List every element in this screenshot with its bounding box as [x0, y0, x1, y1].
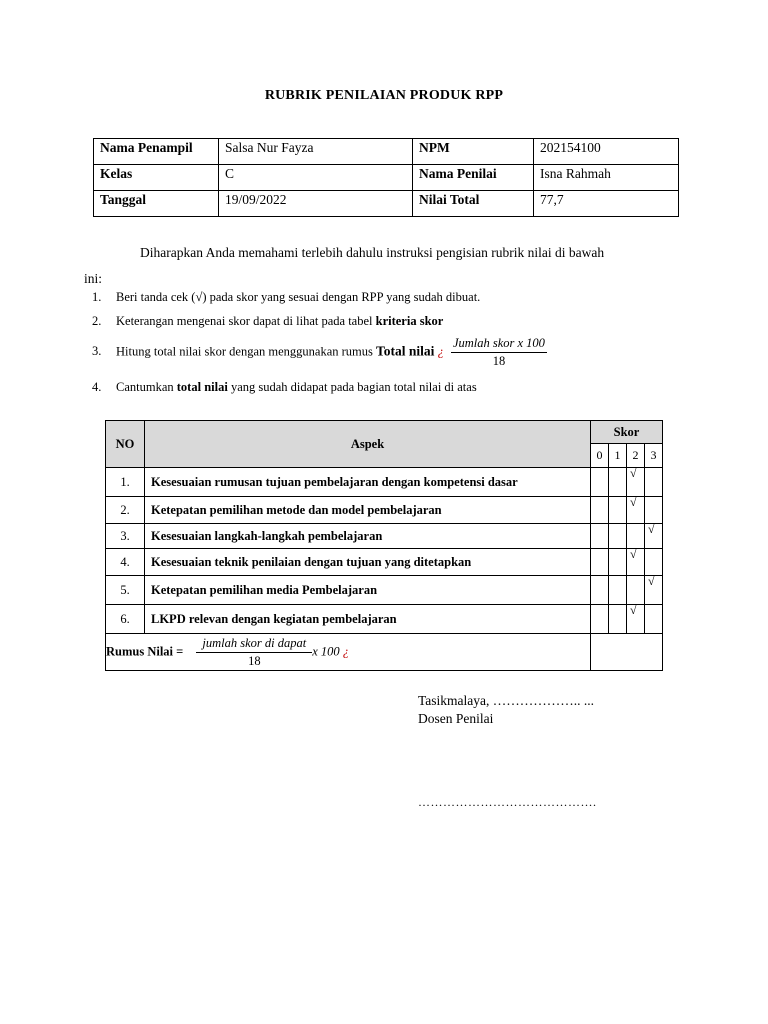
- instruction-number: 1.: [92, 290, 102, 304]
- score-cell-0[interactable]: [591, 497, 609, 524]
- instruction-number: 2.: [92, 314, 102, 328]
- instruction-bold: kriteria skor: [375, 314, 444, 328]
- nilai-total-value: 77,7: [534, 191, 679, 217]
- row-aspek: Ketepatan pemilihan media Pembelajaran: [145, 576, 591, 605]
- instruction-text: Cantumkan: [116, 380, 177, 394]
- kelas-value: C: [219, 165, 413, 191]
- score-header-1: 1: [609, 444, 627, 468]
- row-number: 4.: [106, 549, 145, 576]
- info-table: [93, 138, 679, 217]
- header-no: NO: [106, 421, 145, 468]
- header-skor: Skor: [591, 421, 663, 444]
- table-row: [106, 576, 663, 605]
- score-table: [105, 420, 663, 671]
- check-mark: √: [630, 547, 637, 561]
- score-header-2: 2: [627, 444, 645, 468]
- score-cell-1[interactable]: [609, 549, 627, 576]
- instruction-4: [92, 380, 692, 395]
- signature-line: …………………………………….: [418, 795, 597, 809]
- instruction-text: yang sudah didapat pada bagian total nilai di atas: [227, 380, 477, 394]
- tanggal-value: 19/09/2022: [219, 191, 413, 217]
- score-cell-1[interactable]: [609, 576, 627, 605]
- rumus-denominator: 18: [248, 653, 261, 668]
- row-aspek: Ketepatan pemilihan metode dan model pembelajaran: [145, 497, 591, 524]
- row-number: 3.: [106, 524, 145, 549]
- score-cell-2[interactable]: [627, 576, 645, 605]
- score-cell-2[interactable]: [627, 468, 645, 497]
- rumus-tail: x 100: [312, 643, 340, 658]
- score-header-0: 0: [591, 444, 609, 468]
- score-cell-2[interactable]: [627, 605, 645, 634]
- score-cell-3[interactable]: [645, 497, 663, 524]
- header-aspek: Aspek: [145, 421, 591, 468]
- score-cell-1[interactable]: [609, 468, 627, 497]
- nama-penampil-value: Salsa Nur Fayza: [219, 139, 413, 165]
- npm-value: 202154100: [534, 139, 679, 165]
- signature-place: Tasikmalaya, ……………….. ...: [418, 693, 595, 708]
- score-cell-3[interactable]: [645, 576, 663, 605]
- score-cell-1[interactable]: [609, 605, 627, 634]
- signature-role: Dosen Penilai: [418, 711, 494, 726]
- nama-penilai-value: Isna Rahmah: [534, 165, 679, 191]
- check-mark: √: [648, 522, 655, 536]
- score-cell-0[interactable]: [591, 576, 609, 605]
- info-row: [94, 139, 679, 165]
- row-aspek: Kesesuaian rumusan tujuan pembelajaran dengan kompetensi dasar: [145, 468, 591, 497]
- check-mark: √: [630, 495, 637, 509]
- instruction-1: [92, 290, 692, 305]
- info-row: [94, 191, 679, 217]
- check-mark: √: [630, 466, 637, 480]
- table-row: [106, 605, 663, 634]
- instruction-2: [92, 314, 692, 329]
- row-number: 1.: [106, 468, 145, 497]
- score-cell-2[interactable]: [627, 524, 645, 549]
- header-row: [106, 421, 663, 444]
- score-cell-0[interactable]: [591, 549, 609, 576]
- formula-mark: ¿: [437, 344, 444, 359]
- table-row: [106, 468, 663, 497]
- table-row: [106, 524, 663, 549]
- instruction-text: Beri tanda cek (√) pada skor yang sesuai dengan RPP yang sudah dibuat.: [116, 290, 481, 304]
- rumus-mark: ¿: [342, 643, 350, 658]
- score-cell-3[interactable]: [645, 549, 663, 576]
- tanggal-label: Tanggal: [94, 191, 219, 217]
- row-number: 6.: [106, 605, 145, 634]
- score-cell-2[interactable]: [627, 549, 645, 576]
- intro-paragraph: [84, 240, 676, 292]
- score-cell-0[interactable]: [591, 605, 609, 634]
- signature-block: [418, 692, 594, 728]
- row-aspek: LKPD relevan dengan kegiatan pembelajaran: [145, 605, 591, 634]
- kelas-label: Kelas: [94, 165, 219, 191]
- nama-penilai-label: Nama Penilai: [413, 165, 534, 191]
- npm-label: NPM: [413, 139, 534, 165]
- document-title: RUBRIK PENILAIAN PRODUK RPP: [264, 88, 504, 103]
- score-cell-0[interactable]: [591, 524, 609, 549]
- score-cell-3[interactable]: [645, 468, 663, 497]
- row-number: 2.: [106, 497, 145, 524]
- score-cell-3[interactable]: [645, 524, 663, 549]
- check-mark: √: [630, 603, 637, 617]
- row-aspek: Kesesuaian teknik penilaian dengan tujuan yang ditetapkan: [145, 549, 591, 576]
- instruction-3: [92, 336, 692, 369]
- formula-cell: [106, 634, 591, 671]
- score-header-3: 3: [645, 444, 663, 468]
- intro-line-1: Diharapkan Anda memahami terlebih dahulu instruksi pengisian rubrik nilai di bawah: [140, 245, 605, 260]
- intro-line-2: ini:: [84, 271, 103, 286]
- instruction-bold: total nilai: [176, 380, 228, 394]
- score-cell-1[interactable]: [609, 497, 627, 524]
- instruction-number: 4.: [92, 380, 102, 394]
- formula-denominator: 18: [492, 354, 506, 368]
- nilai-total-label: Nilai Total: [413, 191, 534, 217]
- score-cell-2[interactable]: [627, 497, 645, 524]
- formula-score-cell: [591, 634, 663, 671]
- check-mark: √: [648, 574, 655, 588]
- formula-numerator: Jumlah skor x 100: [451, 336, 547, 353]
- table-row: [106, 549, 663, 576]
- score-cell-3[interactable]: [645, 605, 663, 634]
- rumus-fraction: [196, 636, 312, 669]
- instruction-text: Hitung total nilai skor dengan menggunakan rumus: [116, 344, 377, 359]
- formula-label: Rumus Nilai =: [106, 643, 184, 658]
- info-row: [94, 165, 679, 191]
- instruction-bold: Total nilai: [376, 343, 435, 359]
- score-cell-1[interactable]: [609, 524, 627, 549]
- row-number: 5.: [106, 576, 145, 605]
- table-row: [106, 497, 663, 524]
- instruction-text: Keterangan mengenai skor dapat di lihat pada tabel: [116, 314, 376, 328]
- rumus-numerator: jumlah skor di dapat: [196, 636, 312, 653]
- row-aspek: Kesesuaian langkah-langkah pembelajaran: [145, 524, 591, 549]
- formula-row: [106, 634, 663, 671]
- instruction-number: 3.: [92, 344, 102, 359]
- nama-penampil-label: Nama Penampil: [94, 139, 219, 165]
- total-formula: [451, 336, 547, 369]
- score-cell-0[interactable]: [591, 468, 609, 497]
